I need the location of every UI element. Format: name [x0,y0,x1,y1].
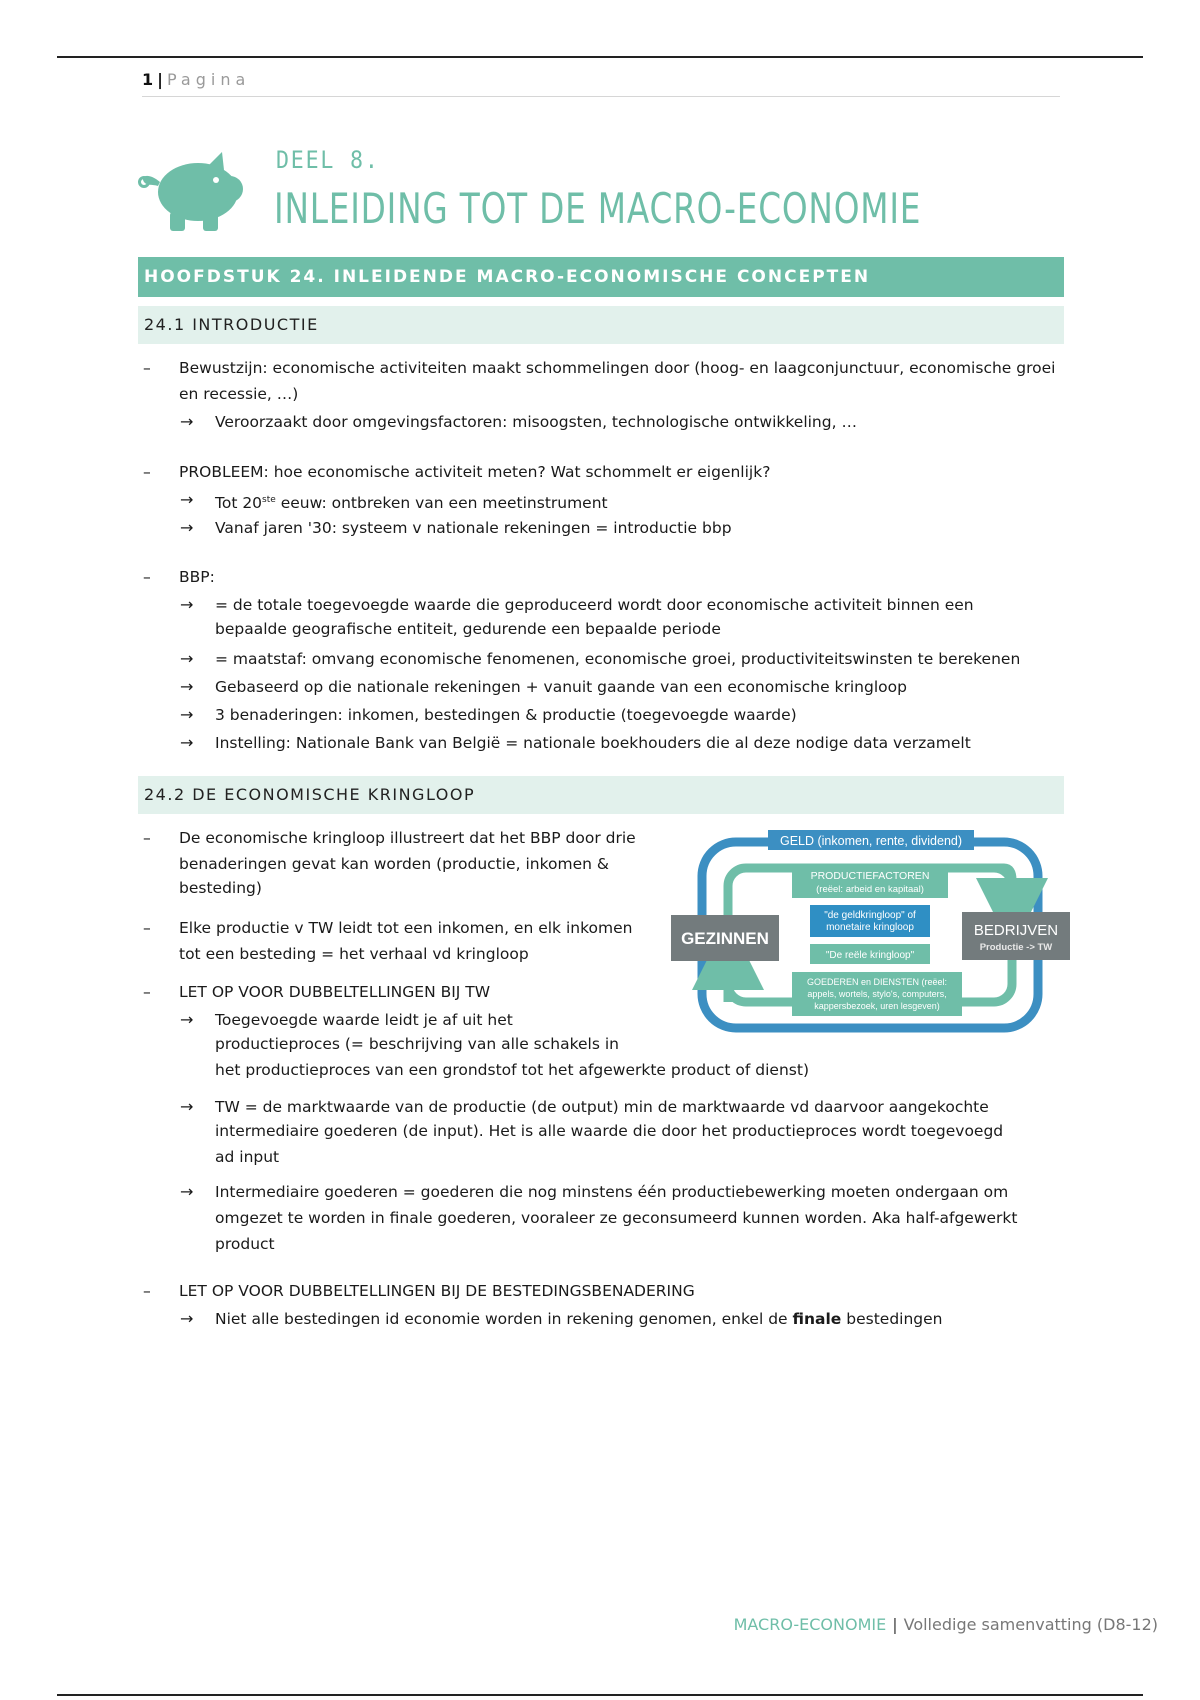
real-loop-caption: "De reële kringloop" [825,950,915,961]
arrow-text [215,490,608,513]
arrow-text: Veroorzaakt door omgevingsfactoren: misoogsten, technologische ontwikkeling, … [215,413,857,431]
arrow-text: intermediaire goederen (de input). Het is alle waarde die door het productieproces wordt toegevoegd [215,1122,1004,1140]
bullet-dash: – [143,919,151,937]
arrow-icon: → [180,518,194,537]
firms-box: BEDRIJVEN [973,922,1059,939]
arrow-icon: → [180,705,194,724]
footer-subtitle: Volledige samenvatting (D8-12) [903,1615,1158,1634]
arrow-icon: → [180,733,194,752]
arrow-text: Vanaf jaren '30: systeem v nationale rekeningen = introductie bbp [215,519,732,537]
footer-brand: MACRO-ECONOMIE [733,1615,887,1634]
arrow-text-part: eeuw: ontbreken van een meetinstrument [275,494,608,513]
bullet-dash: – [143,983,151,1001]
arrow-text: Intermediaire goederen = goederen die nog minstens één productiebewerking moeten ondergaan om [215,1183,1009,1201]
arrow-text: = de totale toegevoegde waarde die geproduceerd wordt door economische activiteit binnen een [215,596,974,614]
bullet-text: LET OP VOOR DUBBELTELLINGEN BIJ TW [179,983,491,1001]
bold-word: finale [792,1310,842,1328]
part-label: DEEL 8. [276,146,380,174]
arrow-icon: → [180,1182,194,1201]
piggy-bank-icon [138,146,250,232]
goods-sublabel-2: kappersbezoek, uren lesgeven) [814,1001,940,1011]
goods-label: GOEDEREN en DIENSTEN (reëel: [806,977,948,987]
arrow-icon: → [180,1010,194,1029]
arrow-text: Instelling: Nationale Bank van België = nationale boekhouders die al deze nodige data verzamelt [215,734,971,752]
bullet-text: Elke productie v TW leidt tot een inkomen, en elk inkomen [179,919,633,937]
bullet-text: Bewustzijn: economische activiteiten maakt schommelingen door (hoog- en laagconjunctuur, economische groei [179,359,1056,377]
top-rule [57,56,1143,58]
arrow-text-part: bestedingen [841,1310,943,1328]
arrow-icon: → [180,412,194,431]
arrow-text: = maatstaf: omvang economische fenomenen, economische groei, productiviteitswinsten te berekenen [215,650,1021,668]
arrow-text: het productieproces van een grondstof tot het afgewerkte product of dienst) [215,1061,809,1079]
arrow-icon: → [180,1309,194,1328]
arrow-text: omgezet te worden in finale goederen, vooraleer ze geconsumeerd kunnen worden. Aka half-afgewerkt [215,1209,1018,1227]
bullet-text: besteding) [179,879,262,897]
bullet-dash: – [143,1282,151,1300]
page-word: Pagina [166,70,251,89]
firms-sublabel: Productie -> TW [979,942,1053,953]
factors-label: PRODUCTIEFACTOREN [810,870,930,882]
arrow-text [215,1309,943,1329]
bottom-rule [57,1694,1143,1696]
bullet-dash: – [143,463,151,481]
circular-flow-diagram [668,826,1074,1044]
page-header-separator: | [157,70,163,89]
footer-separator: | [892,1615,898,1634]
arrow-text: Toegevoegde waarde leidt je af uit het [215,1011,513,1029]
bullet-text: tot een besteding = het verhaal vd kringloop [179,945,529,963]
arrow-text: TW = de marktwaarde van de productie (de output) min de marktwaarde vd daarvoor aangekochte [215,1098,989,1116]
section-heading-introductie: 24.1 INTRODUCTIE [138,306,1064,344]
arrow-text: bepaalde geografische entiteit, gedurende een bepaalde periode [215,620,721,638]
page-header [142,70,1060,97]
section-heading-kringloop: 24.2 DE ECONOMISCHE KRINGLOOP [138,776,1064,814]
arrow-icon: → [180,490,194,509]
households-box: GEZINNEN [681,929,769,948]
chapter-heading: HOOFDSTUK 24. INLEIDENDE MACRO-ECONOMISCHE CONCEPTEN [138,257,1064,297]
superscript: ste [262,495,276,505]
bullet-dash: – [143,829,151,847]
factors-sublabel: (reëel: arbeid en kapitaal) [816,884,924,895]
bullet-text: PROBLEEM: hoe economische activiteit meten? Wat schommelt er eigenlijk? [179,463,771,481]
goods-sublabel: appels, wortels, stylo's, computers, [807,989,947,999]
bullet-text: BBP: [179,568,215,586]
money-loop-caption: "de geldkringloop" of [824,910,916,921]
arrow-icon: → [180,677,194,696]
bullet-text: LET OP VOOR DUBBELTELLINGEN BIJ DE BESTEDINGSBENADERING [179,1282,695,1300]
part-title: INLEIDING TOT DE MACRO-ECONOMIE [274,184,922,233]
bullet-dash: – [143,359,151,377]
arrow-icon: → [180,1097,194,1116]
bullet-text: en recessie, …) [179,385,299,403]
bullet-text: De economische kringloop illustreert dat het BBP door drie [179,829,636,847]
bullet-text: benaderingen gevat kan worden (productie, inkomen & [179,855,609,873]
arrow-icon: → [180,649,194,668]
arrow-icon: → [180,595,194,614]
page-number: 1 [142,70,154,89]
arrow-text: ad input [215,1148,280,1166]
arrow-text: productieproces (= beschrijving van alle schakels in [215,1035,619,1053]
arrow-text: 3 benaderingen: inkomen, bestedingen & productie (toegevoegde waarde) [215,706,797,724]
money-loop-label: GELD (inkomen, rente, dividend) [779,834,963,848]
money-loop-caption-2: monetaire kringloop [826,922,914,933]
arrow-text-part: Tot 20 [215,494,263,513]
arrow-text-part: Niet alle bestedingen id economie worden in rekening genomen, enkel de [215,1310,793,1328]
arrow-text: Gebaseerd op die nationale rekeningen + vanuit gaande van een economische kringloop [215,678,907,696]
page-footer [734,1615,1158,1634]
arrow-text: product [215,1235,275,1253]
bullet-dash: – [143,568,151,586]
